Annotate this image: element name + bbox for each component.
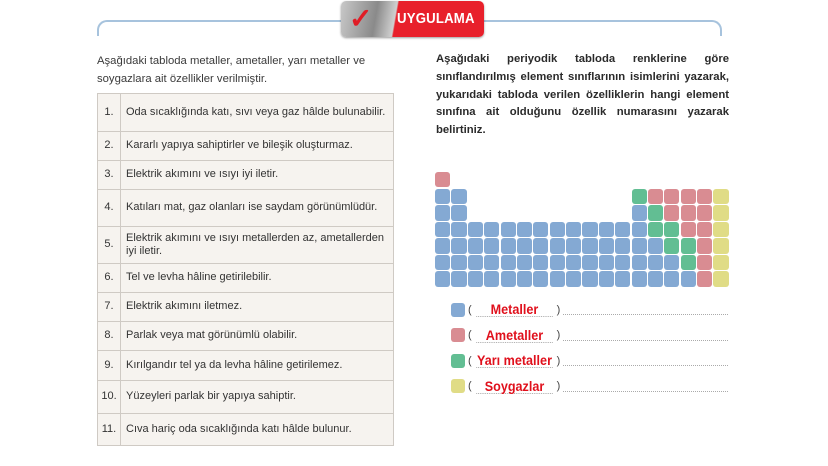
- property-text: Katıları mat, gaz olanları ise saydam görünümlüdür.: [121, 190, 394, 227]
- element-cell-metal: [582, 255, 597, 270]
- element-cell-metal: [435, 271, 450, 286]
- element-cell-yari-metal: [681, 255, 696, 270]
- element-cell-soygaz: [713, 238, 728, 253]
- element-cell-metal: [599, 255, 614, 270]
- property-number: 10.: [98, 381, 121, 414]
- legend-row: [451, 348, 728, 374]
- element-cell-metal: [566, 255, 581, 270]
- element-cell-metal: [451, 255, 466, 270]
- element-cell-metal: [435, 222, 450, 237]
- element-cell-metal: [484, 238, 499, 253]
- table-row: [98, 351, 394, 381]
- element-cell-ametal: [697, 189, 712, 204]
- property-number: 9.: [98, 351, 121, 381]
- element-cell-metal: [435, 238, 450, 253]
- property-text: Elektrik akımını iletmez.: [121, 293, 394, 322]
- empty-cell: [582, 172, 597, 187]
- element-cell-metal: [632, 222, 647, 237]
- empty-cell: [484, 189, 499, 204]
- element-cell-ametal: [435, 172, 450, 187]
- element-cell-metal: [550, 238, 565, 253]
- element-cell-metal: [681, 271, 696, 286]
- element-cell-metal: [517, 255, 532, 270]
- property-text: Kırılgandır tel ya da levha hâline getirilemez.: [121, 351, 394, 381]
- color-swatch-icon: [451, 354, 465, 368]
- answer-field[interactable]: Metaller: [476, 302, 553, 317]
- element-cell-metal: [648, 271, 663, 286]
- empty-cell: [501, 189, 516, 204]
- element-cell-soygaz: [713, 189, 728, 204]
- element-cell-ametal: [697, 238, 712, 253]
- empty-cell: [517, 189, 532, 204]
- element-cell-metal: [533, 222, 548, 237]
- element-cell-metal: [615, 238, 630, 253]
- element-cell-metal: [632, 205, 647, 220]
- property-number: 1.: [98, 94, 121, 132]
- table-row: [98, 322, 394, 351]
- element-cell-metal: [451, 189, 466, 204]
- element-cell-yari-metal: [632, 189, 647, 204]
- element-cell-metal: [664, 255, 679, 270]
- element-cell-soygaz: [713, 255, 728, 270]
- element-cell-ametal: [697, 255, 712, 270]
- element-cell-metal: [484, 255, 499, 270]
- empty-cell: [501, 205, 516, 220]
- property-numbers-blank[interactable]: [563, 330, 728, 341]
- empty-cell: [517, 172, 532, 187]
- property-text: Yüzeyleri parlak bir yapıya sahiptir.: [121, 381, 394, 414]
- table-row: [98, 293, 394, 322]
- header-frame-left: [97, 20, 349, 36]
- right-instructions: Aşağıdaki periyodik tabloda renklerine göre sınıflandırılmış element sınıflarının isimlerini yazarak, yukarıdaki tabloda verilen özelliklerin hangi element sınıfına ait olduğunu özellik numarasını yazarak belirtiniz.: [436, 53, 729, 137]
- property-text: Elektrik akımını ve ısıyı iyi iletir.: [121, 161, 394, 190]
- element-cell-metal: [468, 222, 483, 237]
- empty-cell: [599, 205, 614, 220]
- property-number: 8.: [98, 322, 121, 351]
- element-cell-metal: [566, 222, 581, 237]
- property-number: 5.: [98, 227, 121, 264]
- empty-cell: [550, 205, 565, 220]
- element-cell-ametal: [681, 189, 696, 204]
- empty-cell: [533, 189, 548, 204]
- element-cell-metal: [468, 238, 483, 253]
- legend: [451, 297, 728, 399]
- element-cell-metal: [566, 238, 581, 253]
- element-cell-metal: [501, 222, 516, 237]
- left-intro-text: Aşağıdaki tabloda metaller, ametaller, yarı metaller ve soygazlara ait özellikler verilmiştir.: [97, 55, 366, 85]
- element-cell-metal: [451, 238, 466, 253]
- element-cell-metal: [501, 238, 516, 253]
- empty-cell: [566, 189, 581, 204]
- table-row: [98, 264, 394, 293]
- property-text: Cıva hariç oda sıcaklığında katı hâlde bulunur.: [121, 414, 394, 446]
- element-cell-metal: [501, 271, 516, 286]
- close-paren: ): [556, 329, 561, 342]
- element-cell-metal: [517, 222, 532, 237]
- empty-cell: [468, 205, 483, 220]
- element-cell-ametal: [664, 205, 679, 220]
- element-cell-metal: [582, 271, 597, 286]
- element-cell-metal: [517, 271, 532, 286]
- element-cell-metal: [550, 271, 565, 286]
- empty-cell: [615, 172, 630, 187]
- element-cell-metal: [435, 189, 450, 204]
- element-cell-metal: [615, 222, 630, 237]
- empty-cell: [681, 172, 696, 187]
- property-number: 3.: [98, 161, 121, 190]
- empty-cell: [566, 205, 581, 220]
- element-cell-metal: [582, 222, 597, 237]
- property-text: Oda sıcaklığında katı, sıvı veya gaz hâlde bulunabilir.: [121, 94, 394, 132]
- color-swatch-icon: [451, 328, 465, 342]
- element-cell-metal: [582, 238, 597, 253]
- open-paren: (: [468, 354, 472, 367]
- empty-cell: [615, 205, 630, 220]
- element-cell-metal: [451, 205, 466, 220]
- table-row: [98, 190, 394, 227]
- element-cell-metal: [533, 238, 548, 253]
- element-cell-metal: [468, 255, 483, 270]
- element-cell-ametal: [697, 222, 712, 237]
- table-row: [98, 94, 394, 132]
- empty-cell: [664, 172, 679, 187]
- empty-cell: [599, 172, 614, 187]
- element-cell-soygaz: [713, 271, 728, 286]
- empty-cell: [713, 172, 728, 187]
- element-cell-metal: [484, 222, 499, 237]
- badge-label: UYGULAMA: [397, 10, 475, 27]
- property-number: 4.: [98, 190, 121, 227]
- element-cell-metal: [648, 238, 663, 253]
- element-cell-ametal: [664, 189, 679, 204]
- element-cell-metal: [517, 238, 532, 253]
- legend-row: [451, 297, 728, 323]
- element-cell-ametal: [697, 205, 712, 220]
- property-text: Parlak veya mat görünümlü olabilir.: [121, 322, 394, 351]
- table-row: [98, 414, 394, 446]
- element-cell-metal: [615, 271, 630, 286]
- close-paren: ): [556, 303, 561, 316]
- element-cell-metal: [501, 255, 516, 270]
- answer-field[interactable]: Soygazlar: [476, 379, 553, 394]
- empty-cell: [501, 172, 516, 187]
- answer-field[interactable]: Yarı metaller: [476, 352, 552, 369]
- element-cell-metal: [550, 222, 565, 237]
- table-row: [98, 227, 394, 264]
- property-text: Kararlı yapıya sahiptirler ve bileşik oluşturmaz.: [121, 132, 394, 161]
- element-cell-ametal: [648, 189, 663, 204]
- empty-cell: [451, 172, 466, 187]
- element-cell-metal: [484, 271, 499, 286]
- element-cell-metal: [632, 271, 647, 286]
- element-cell-metal: [533, 255, 548, 270]
- empty-cell: [582, 205, 597, 220]
- element-cell-metal: [632, 255, 647, 270]
- element-cell-metal: [599, 222, 614, 237]
- property-numbers-blank[interactable]: [563, 381, 728, 392]
- empty-cell: [484, 205, 499, 220]
- empty-cell: [648, 172, 663, 187]
- element-cell-metal: [468, 271, 483, 286]
- empty-cell: [550, 172, 565, 187]
- empty-cell: [484, 172, 499, 187]
- empty-cell: [632, 172, 647, 187]
- empty-cell: [468, 189, 483, 204]
- empty-cell: [533, 205, 548, 220]
- table-row: [98, 381, 394, 414]
- element-cell-yari-metal: [664, 238, 679, 253]
- element-cell-metal: [533, 271, 548, 286]
- legend-row: [451, 323, 728, 349]
- element-cell-ametal: [697, 271, 712, 286]
- element-cell-ametal: [681, 222, 696, 237]
- checkmark-icon: ✓: [349, 3, 373, 34]
- element-cell-metal: [632, 238, 647, 253]
- element-cell-metal: [435, 255, 450, 270]
- element-cell-metal: [664, 271, 679, 286]
- property-number: 11.: [98, 414, 121, 446]
- element-cell-metal: [648, 255, 663, 270]
- empty-cell: [517, 205, 532, 220]
- open-paren: (: [468, 380, 472, 393]
- color-swatch-icon: [451, 303, 465, 317]
- table-row: [98, 132, 394, 161]
- open-paren: (: [468, 303, 472, 316]
- element-cell-soygaz: [713, 205, 728, 220]
- close-paren: ): [556, 354, 561, 367]
- close-paren: ): [556, 380, 561, 393]
- properties-table: [97, 93, 394, 446]
- color-swatch-icon: [451, 379, 465, 393]
- empty-cell: [566, 172, 581, 187]
- element-cell-metal: [615, 255, 630, 270]
- element-cell-metal: [451, 222, 466, 237]
- empty-cell: [599, 189, 614, 204]
- element-cell-metal: [599, 271, 614, 286]
- property-numbers-blank[interactable]: [563, 304, 728, 315]
- property-number: 2.: [98, 132, 121, 161]
- element-cell-metal: [435, 205, 450, 220]
- open-paren: (: [468, 329, 472, 342]
- property-text: Elektrik akımını ve ısıyı metallerden az, ametallerden iyi iletir.: [121, 227, 394, 264]
- property-numbers-blank[interactable]: [563, 355, 728, 366]
- header-frame-right: [480, 20, 722, 36]
- property-text: Tel ve levha hâline getirilebilir.: [121, 264, 394, 293]
- empty-cell: [468, 172, 483, 187]
- property-number: 7.: [98, 293, 121, 322]
- empty-cell: [533, 172, 548, 187]
- element-cell-metal: [566, 271, 581, 286]
- element-cell-yari-metal: [648, 222, 663, 237]
- answer-field[interactable]: Ametaller: [476, 328, 553, 343]
- table-row: [98, 161, 394, 190]
- empty-cell: [582, 189, 597, 204]
- element-cell-metal: [451, 271, 466, 286]
- element-cell-yari-metal: [681, 238, 696, 253]
- periodic-table: [435, 172, 730, 287]
- element-cell-soygaz: [713, 222, 728, 237]
- element-cell-metal: [550, 255, 565, 270]
- empty-cell: [550, 189, 565, 204]
- element-cell-yari-metal: [648, 205, 663, 220]
- element-cell-yari-metal: [664, 222, 679, 237]
- property-number: 6.: [98, 264, 121, 293]
- element-cell-metal: [599, 238, 614, 253]
- element-cell-ametal: [681, 205, 696, 220]
- uygulama-badge: [341, 1, 484, 37]
- empty-cell: [615, 189, 630, 204]
- empty-cell: [697, 172, 712, 187]
- legend-row: [451, 374, 728, 400]
